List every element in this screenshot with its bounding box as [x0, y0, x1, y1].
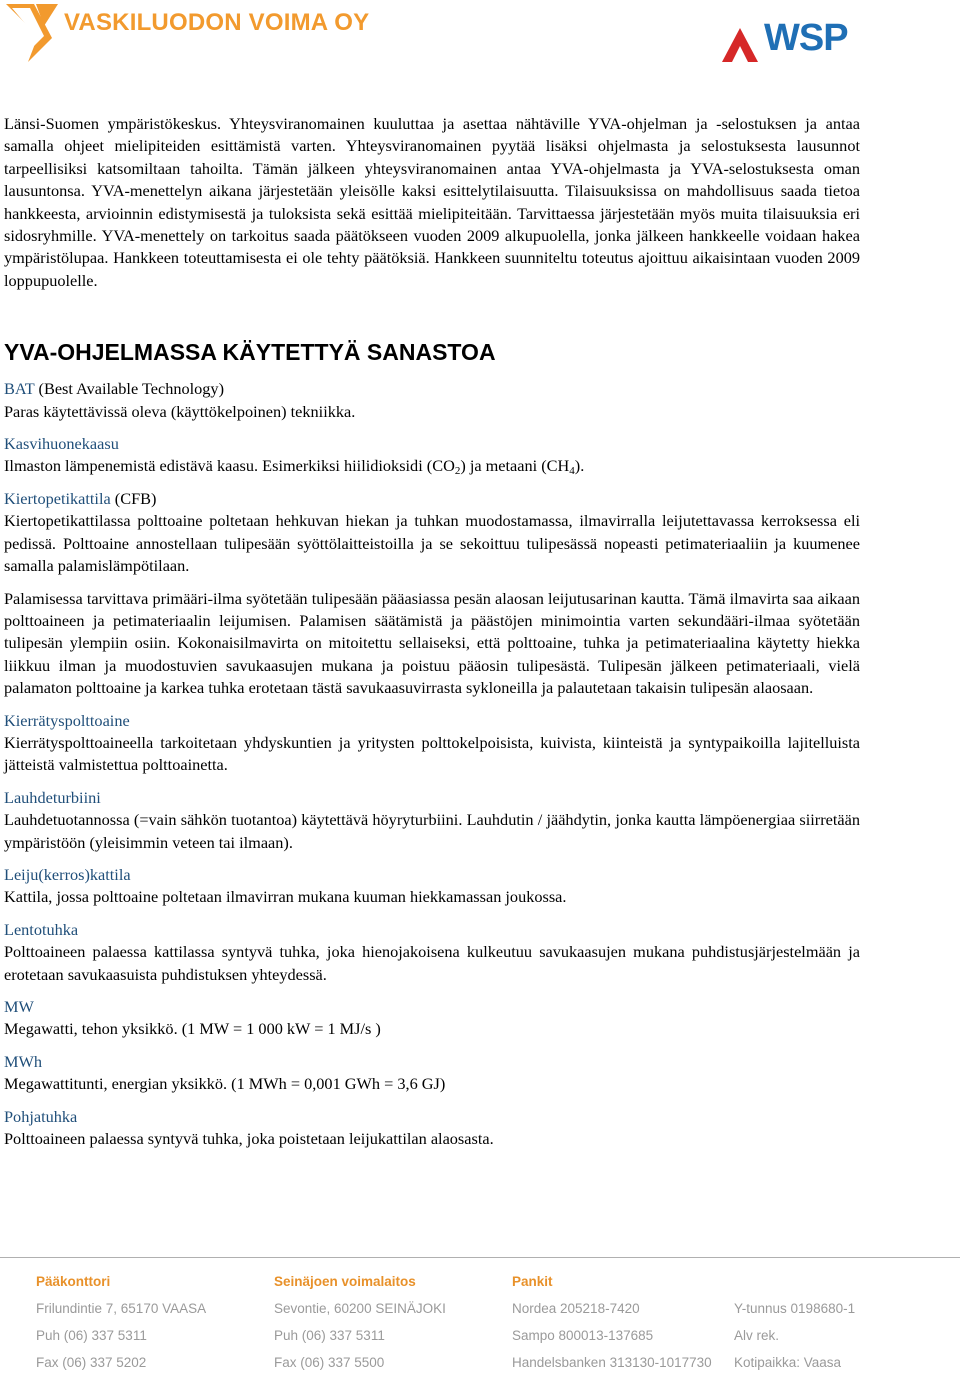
ch4-subscript: 4	[569, 465, 575, 478]
footer-headoffice-title: Pääkonttori	[36, 1274, 111, 1289]
footer-business-id: Y-tunnus 0198680-1	[734, 1301, 856, 1316]
def-cfb: Kiertopetikattilassa polttoaine poltetaan hehkuvan hiekan ja tuhkan muodostamassa, ilmavirralla leijutettavassa kerroksessa eli pedissä. Polttoaine annostellaan tulipesään syöttölaitteistoilla ja se sekoittuu tulipesässä nopeasti petimateriaaliin ja kuumenee samalla palamislämpötilaan.	[4, 511, 860, 576]
term-mw-name: MW	[4, 997, 34, 1016]
partner-logo-text: WSP	[764, 17, 848, 59]
def-ghg-part-a: Ilmaston lämpenemistä edistävä kaasu. Esimerkiksi hiilidioksidi (CO	[4, 456, 455, 476]
term-recycled-name: Kierrätyspolttoaine	[4, 710, 130, 730]
footer-headoffice-phone: Puh (06) 337 5311	[36, 1328, 147, 1343]
term-turbine-name: Lauhdeturbiini	[4, 787, 101, 807]
footer-registration-spacer	[734, 1272, 855, 1299]
term-fluidized-name: Leiju(kerros)kattila	[4, 864, 131, 884]
footer-banks-title: Pankit	[512, 1274, 553, 1289]
footer-bank-sampo: Sampo 800013-137685	[512, 1328, 654, 1343]
def-ghg-part-b: ) ja metaani (CH	[460, 456, 570, 476]
term-bat-paren: (Best Available Technology)	[38, 379, 224, 399]
term-cfb	[4, 488, 860, 510]
footer-bank-nordea: Nordea 205218-7420	[512, 1301, 640, 1316]
footer-col-banks	[512, 1272, 712, 1380]
footer-col-registration	[734, 1272, 855, 1380]
term-flyash	[4, 919, 860, 941]
footer-plant-phone: Puh (06) 337 5311	[274, 1328, 385, 1343]
term-mw	[4, 996, 860, 1018]
def-ghg	[4, 455, 860, 477]
def-mw: Megawatti, tehon yksikkö. (1 MW = 1 000 kW = 1 MJ/s )	[4, 1019, 381, 1039]
term-bat	[4, 378, 860, 400]
def-flyash: Polttoaineen palaessa kattilassa syntyvä tuhka, joka hienojakoisena kulkeutuu savukaasujen mukana puhdistusjärjestelmään ja erotetaan savukaasuista puhdistuksen yhteydessä.	[4, 942, 860, 984]
term-cfb-name: Kiertopetikattila	[4, 488, 111, 508]
term-turbine	[4, 787, 860, 809]
def-cfb-extra: Palamisessa tarvittava primääri-ilma syötetään tulipesään pääasiassa pesän alaosan leijutusarinan kautta. Tämä ilmavirta saa aikaan polttoaineen ja petimateriaalin leijumisen. Palamisen säätämistä ja päästöjen minimointia varten sekundääri-ilmaa syötetään tulipesän ylempiin osiin. Kokonaisilmavirta on mitoitettu sellaiseksi, että polttoaine, tuhka ja petimateriaalina käytetty hiekka liikkuu ilman ja muodostuvien savukaasujen mukana ja poistuu pääosin tulipesästä. Tulipesän jälkeen petimateriaali, vielä palamaton polttoaine ja karkea tuhka erotetaan tästä savukaasuvirrasta sykloneilla ja palautetaan takaisin tulipesän alaosaan.	[4, 588, 860, 698]
footer-plant-fax: Fax (06) 337 5500	[274, 1355, 385, 1370]
def-fluidized: Kattila, jossa polttoaine poltetaan ilmavirran mukana kuuman hiekkamassan joukossa.	[4, 887, 567, 907]
footer-headoffice-address: Frilundintie 7, 65170 VAASA	[36, 1301, 207, 1316]
intro-paragraph: Länsi-Suomen ympäristökeskus. Yhteysviranomainen kuuluttaa ja asettaa nähtäville YVA-ohjelman ja -selostuksen ja antaa samalla ohjeet mielipiteiden esittämistä varten. Yhteysviranomainen pyytää lisäksi ohjelmasta ja selostuksesta lausunnot tarpeellisiksi katsomiltaan tahoilta. Tämän jälkeen yhteysviranomainen antaa YVA-ohjelmasta ja YVA-selostuksesta oman lausuntonsa. YVA-menettelyn aikana järjestetään yleisölle kaksi esittelytilaisuutta. Tilaisuuksissa on mahdollisuus saada tietoa hankkeesta, arvioinnin edistymisestä ja tuloksista sekä esittää mielipiteitään. Tarvittaessa järjestetään myös muita tilaisuuksia eri sidosryhmille. YVA-menettely on tarkoitus saada päätökseen vuoden 2009 alkupuolella, jonka jälkeen hankkeelle voidaan hakea ympäristölupaa. Hankkeen toteuttamisesta ei ole tehty päätöksiä. Hankkeen suunniteltu toteutus ajoittuu aikaisintaan vuoden 2009 loppupuolelle.	[4, 114, 860, 290]
term-ghg-name: Kasvihuonekaasu	[4, 434, 119, 454]
vaskiluoto-logo-icon	[4, 2, 60, 64]
term-bottomash-name: Pohjatuhka	[4, 1106, 78, 1126]
footer-headoffice-fax: Fax (06) 337 5202	[36, 1355, 147, 1370]
company-name: VASKILUODON VOIMA OY	[64, 9, 370, 36]
footer-col-headoffice	[36, 1272, 206, 1380]
glossary-title: YVA-OHJELMASSA KÄYTETTYÄ SANASTOA	[4, 339, 496, 366]
def-ghg-part-c: ).	[574, 456, 585, 476]
footer-plant-title: Seinäjoen voimalaitos	[274, 1274, 416, 1289]
def-bottomash: Polttoaineen palaessa syntyvä tuhka, joka poistetaan leijukattilan alaosasta.	[4, 1129, 494, 1149]
term-mwh-name: MWh	[4, 1051, 42, 1071]
term-ghg	[4, 433, 860, 455]
def-turbine: Lauhdetuotannossa (=vain sähkön tuotantoa) käytettävä höyryturbiini. Lauhdutin / jäähdytin, jonka kautta lämpöenergiaa siirretään ympäristöön (yleisimmin veteen tai ilmaan).	[4, 810, 860, 852]
document-body	[4, 113, 860, 1160]
wsp-logo-icon	[718, 22, 762, 64]
co2-subscript: 2	[454, 465, 461, 478]
def-recycled: Kierrätyspolttoaineella tarkoitetaan yhdyskuntien ja yritysten polttokelpoisista, kuivista, kiinteistä ja syntypaikoilla lajitelluista jätteistä valmistettua polttoainetta.	[4, 732, 860, 775]
term-cfb-paren: (CFB)	[114, 488, 157, 508]
footer-col-plant	[274, 1272, 446, 1380]
term-mwh	[4, 1051, 860, 1073]
footer-plant-address: Sevontie, 60200 SEINÄJOKI	[274, 1301, 446, 1316]
term-flyash-name: Lentotuhka	[4, 919, 79, 939]
footer-bank-handelsbanken: Handelsbanken 313130-1017730	[512, 1355, 712, 1370]
term-bottomash	[4, 1106, 860, 1128]
footer-domicile: Kotipaikka: Vaasa	[734, 1355, 842, 1370]
footer-vat-reg: Alv rek.	[734, 1328, 780, 1343]
def-bat: Paras käytettävissä oleva (käyttökelpoinen) tekniikka.	[4, 401, 356, 421]
footer-divider	[0, 1257, 960, 1258]
def-mwh: Megawattitunti, energian yksikkö. (1 MWh = 0,001 GWh = 3,6 GJ)	[4, 1074, 446, 1094]
page-header	[0, 0, 960, 80]
term-recycled	[4, 710, 860, 732]
term-bat-name: BAT	[4, 379, 35, 399]
term-fluidized	[4, 864, 860, 886]
